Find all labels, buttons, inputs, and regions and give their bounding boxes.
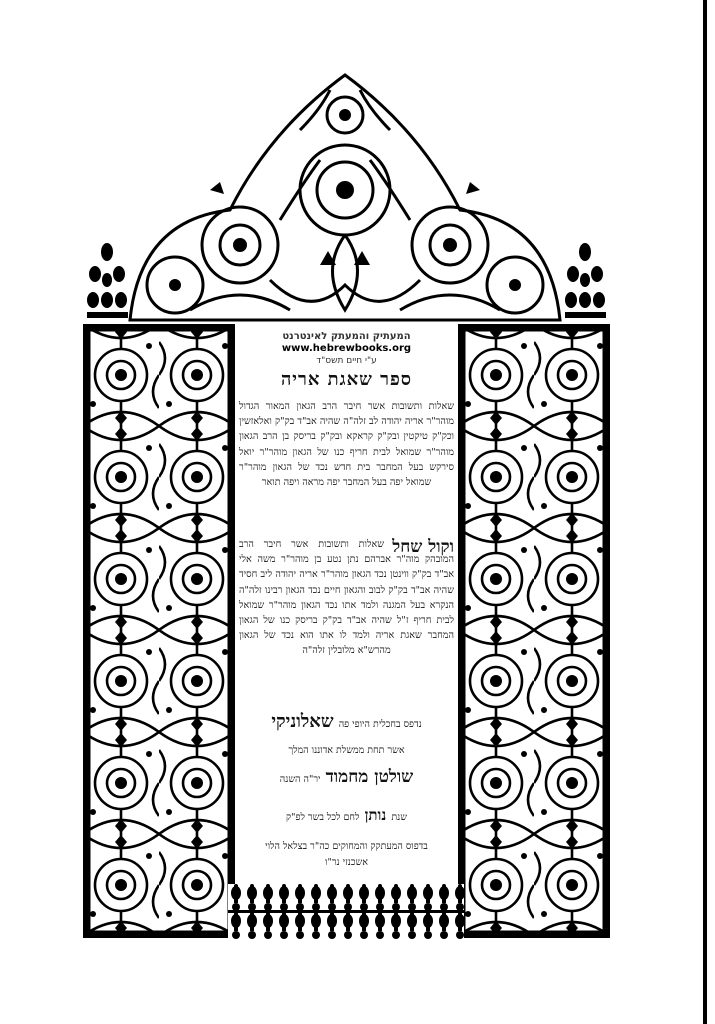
printing-place-line bbox=[233, 711, 460, 732]
year-suffix: לחם לכל בשר לפ"ק bbox=[286, 812, 360, 823]
bottom-ornamental-border bbox=[228, 884, 464, 940]
crown-ornament bbox=[120, 70, 570, 330]
year-line bbox=[233, 805, 460, 825]
sultan-name: שולטן מחמוד bbox=[325, 767, 414, 787]
book-title: ספר שאגת אריה bbox=[280, 369, 413, 390]
year-word: נותן bbox=[364, 806, 387, 824]
title-page-text-panel bbox=[233, 327, 460, 887]
printing-city: שאלוניקי bbox=[271, 711, 334, 732]
year-prefix: שנת bbox=[391, 812, 407, 823]
ruler-line: אשר תחת ממשלת אדוננו המלך bbox=[288, 745, 405, 756]
right-ornamental-column bbox=[458, 324, 610, 938]
second-work-description bbox=[239, 537, 454, 659]
book-description: שאלות ותשובות אשר חיבר הרב הגאון המאור הגדול מוהר"ר אריה יהודה לב זלה"ה שהיה אב"ד בק"ק ואלאזשין וכק"ק טיקטין ובק"ק קראקא ובק"ק בריסק בן הרב הגאון מוהר"ר שמואל לבית חריף כנו של הגאון מוהר"ר יואל סירקש בעל המחבר בית חדש נכד של הגאון מוהר"ר שמואל יפה בעל המחבר יפה מראה ויפה תואר bbox=[239, 401, 454, 489]
watermark-credit: ע"י חיים תשס"ד bbox=[316, 356, 377, 366]
left-ornamental-column bbox=[83, 324, 235, 938]
printer-line-2: אשכנזי נר"ו bbox=[325, 857, 368, 868]
second-work-title: וקול שחל bbox=[392, 537, 454, 557]
watermark-url: www.hebrewbooks.org bbox=[281, 343, 412, 354]
printer-line: בדפוס המעתקק והמחוקים כה"ר בצלאל הלוי bbox=[265, 841, 428, 852]
second-work-description-text: שאלות ותשובות אשר חיבר הרב המובהק מוה"ר אברהם נתן נטע בן מוהר"ר משה אלי אב"ד בק"ק ווינטן נכד הגאון מוהר"ר אריה יהודה ליב חסיד שהיה אב"ד בק"ק לבוב והגאון חיים נכד הגאון רבינו זלה"ה הנקרא בעל המגנה ולמד אתו נכד הגאון מוהר"ר שמואל לבית חריף ז"ל שהיה אב"ד בק"ק בריסק כנו של הגאון המחבר שאגת אריה ולמד לו אתו הוא נכד של הגאון מהרש"א מלובלין זלה"ה bbox=[239, 539, 454, 657]
sultan-suffix: יר"ה השנה bbox=[279, 774, 321, 785]
left-finial-ornament bbox=[85, 242, 130, 322]
watermark-line: המעתיק והמעתק לאינטרנט bbox=[282, 331, 411, 342]
printing-place-prefix: נדפס בחכלית היופי פה bbox=[338, 719, 422, 730]
sultan-line bbox=[233, 767, 460, 787]
scan-edge-line bbox=[703, 0, 707, 1024]
right-finial-ornament bbox=[563, 242, 608, 322]
